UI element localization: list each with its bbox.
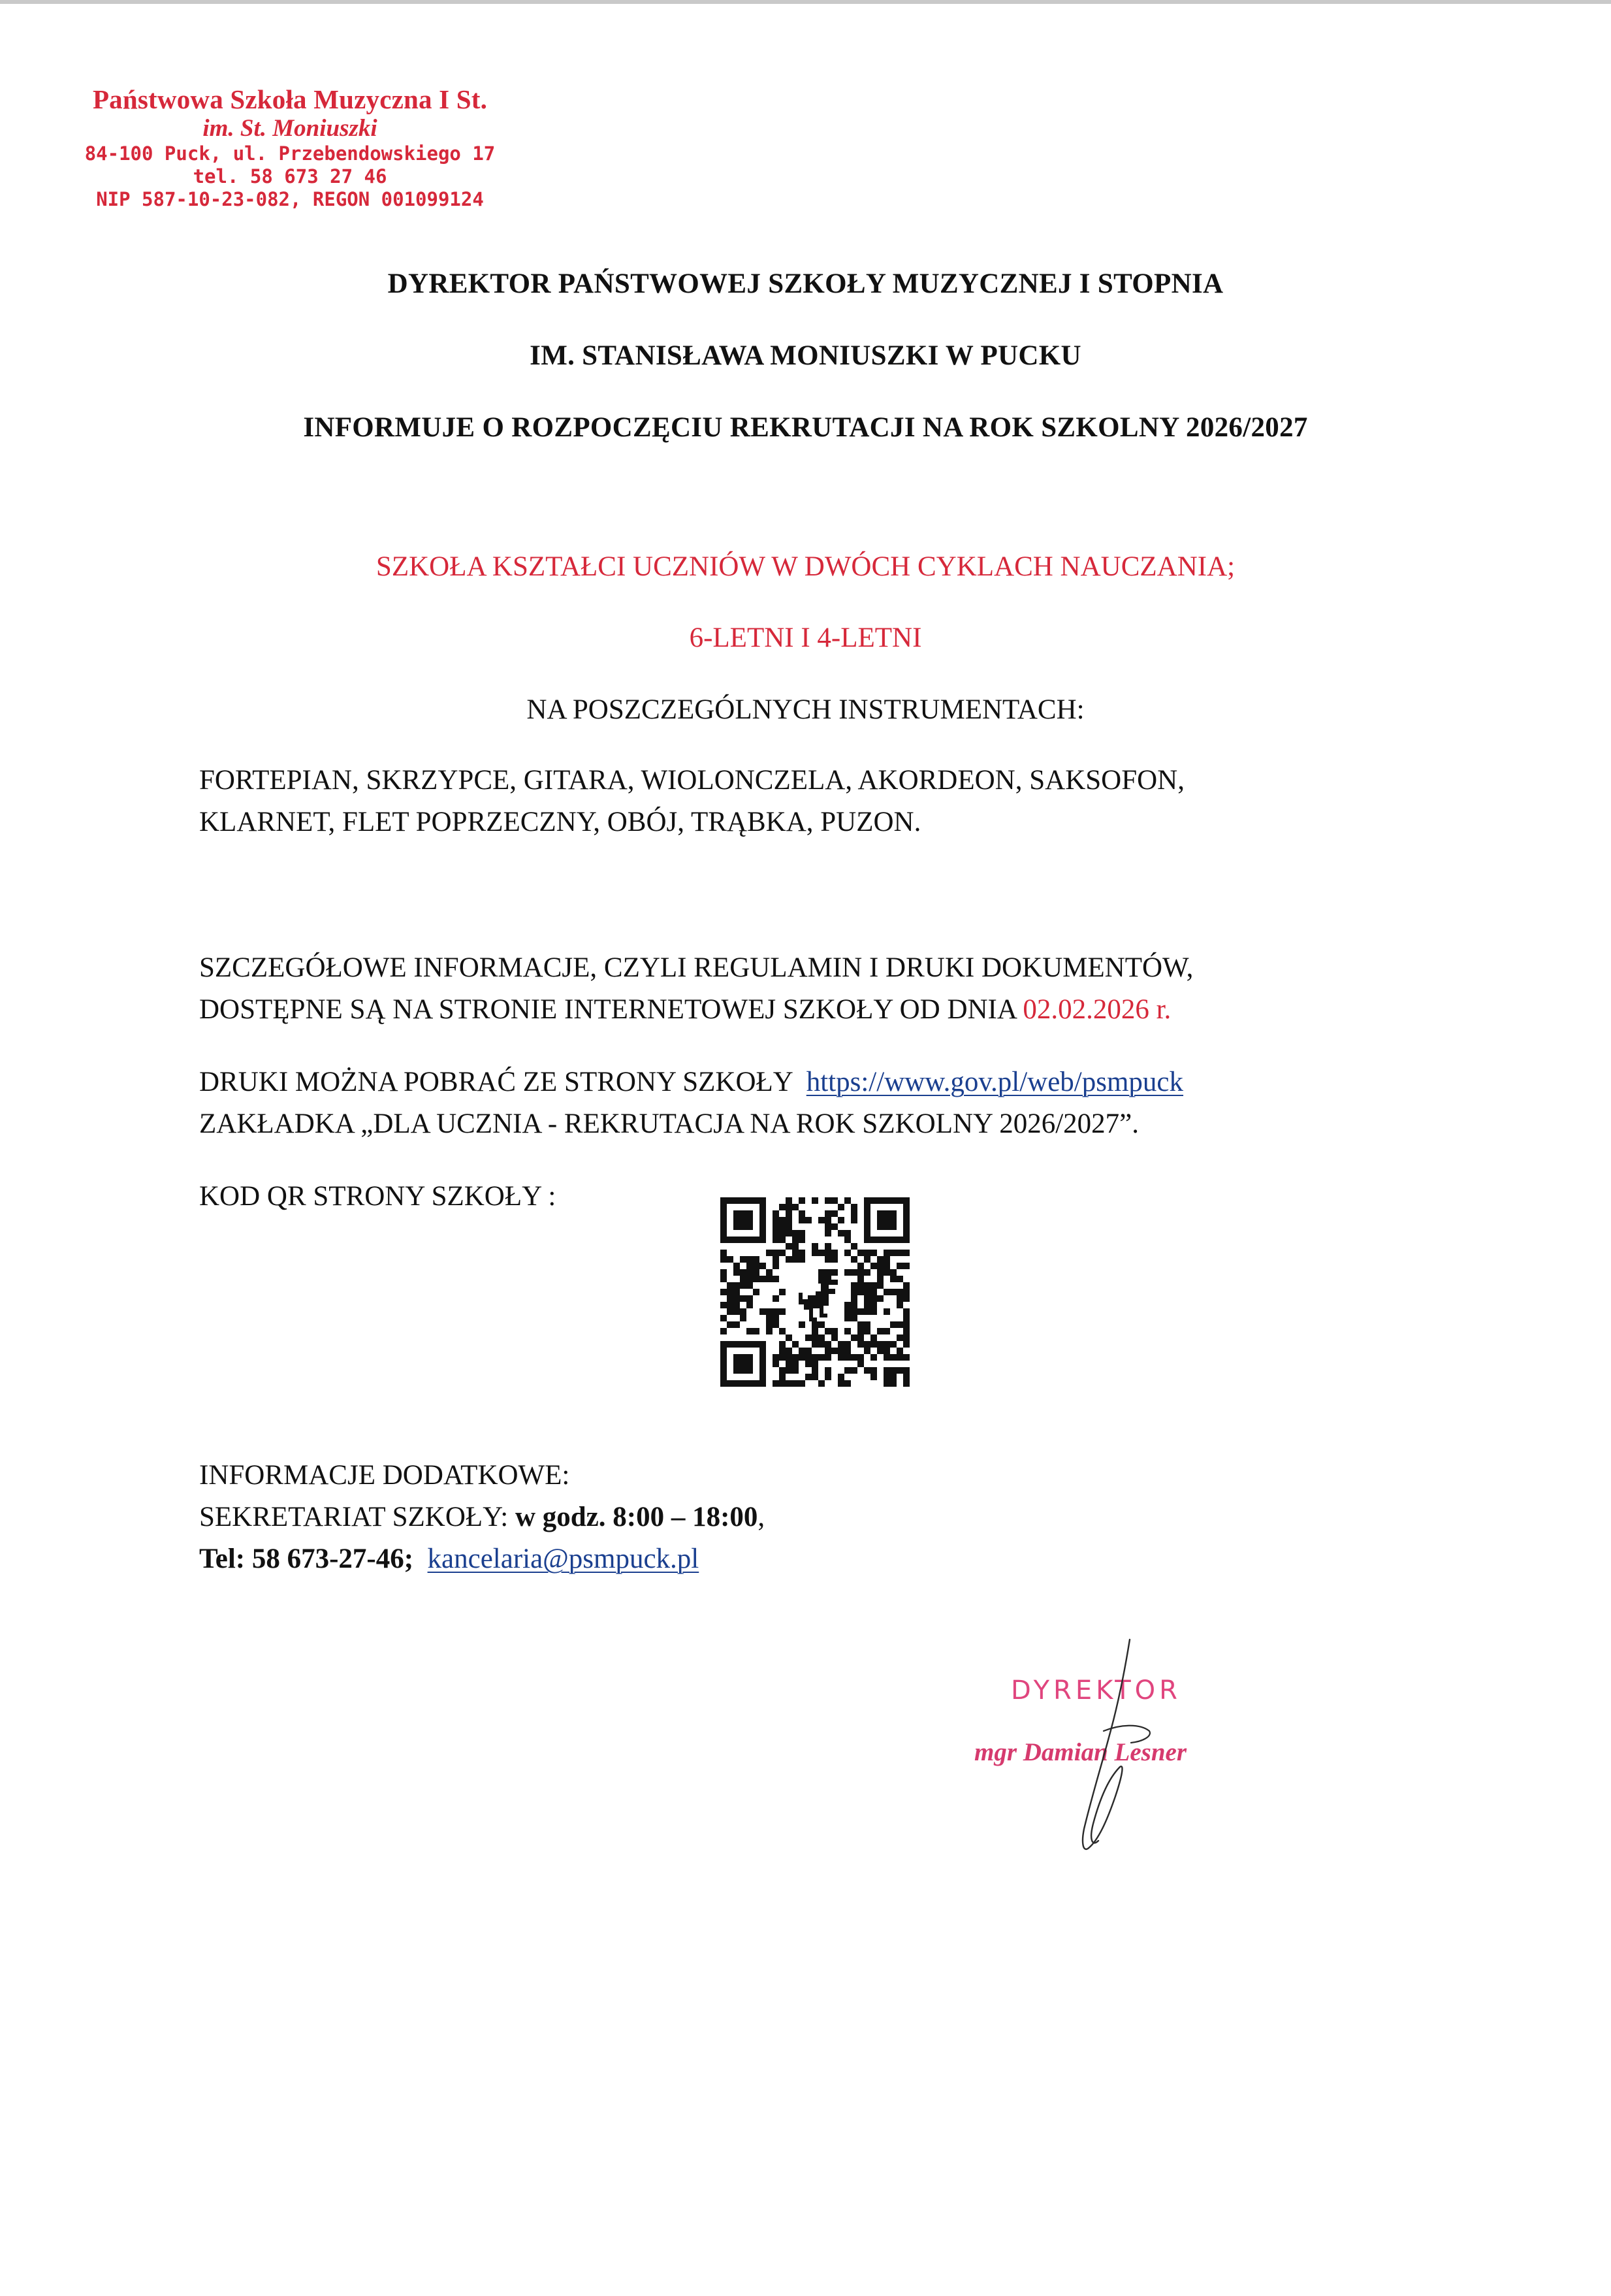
recruitment-date: 02.02.2026 r. <box>1023 994 1172 1025</box>
school-website-link[interactable]: https://www.gov.pl/web/psmpuck <box>806 1067 1184 1097</box>
contact-phone: Tel: 58 673-27-46; <box>199 1544 414 1574</box>
instruments-intro: NA POSZCZEGÓLNYCH INSTRUMENTACH: <box>526 694 1085 725</box>
downloads-tab-line: ZAKŁADKA „DLA UCZNIA - REKRUTACJA NA ROK SZKOLNY 2026/2027”. <box>199 1108 1140 1139</box>
details-line-1: SZCZEGÓŁOWE INFORMACJE, CZYLI REGULAMIN I DRUKI DOKUMENTÓW, <box>199 952 1194 983</box>
school-address: 84-100 Puck, ul. Przebendowskiego 17 <box>84 142 496 165</box>
school-phone: tel. 58 673 27 46 <box>193 165 387 187</box>
school-ids: NIP 587-10-23-082, REGON 001099124 <box>96 188 484 210</box>
qr-code[interactable] <box>720 1197 910 1387</box>
details-line-2-text: DOSTĘPNE SĄ NA STRONIE INTERNETOWEJ SZKOŁY OD DNIA <box>199 994 1023 1025</box>
heading-line-2: IM. STANISŁAWA MONIUSZKI W PUCKU <box>530 340 1081 371</box>
instruments-line-1: FORTEPIAN, SKRZYPCE, GITARA, WIOLONCZELA, AKORDEON, SAKSOFON, <box>199 765 1185 796</box>
instruments-line-2: KLARNET, FLET POPRZECZNY, OBÓJ, TRĄBKA, PUZON. <box>199 807 921 837</box>
qr-label: KOD QR STRONY SZKOŁY : <box>199 1181 556 1212</box>
cycles-line-1: SZKOŁA KSZTAŁCI UCZNIÓW W DWÓCH CYKLACH NAUCZANIA; <box>375 551 1236 582</box>
director-stamp-name: mgr Damian Lesner <box>974 1738 1187 1766</box>
school-patron: im. St. Moniuszki <box>202 115 377 142</box>
secretariat-line <box>199 1496 1505 1538</box>
downloads-paragraph <box>199 1061 1505 1145</box>
letterhead-stamp <box>68 84 512 211</box>
additional-info <box>199 1455 1505 1580</box>
secretariat-hours-suffix: , <box>758 1502 765 1532</box>
instruments-list <box>199 760 1505 843</box>
dinosaur-icon <box>786 1263 844 1321</box>
director-stamp-title: DYREKTOR <box>1011 1675 1181 1706</box>
director-signature <box>953 1633 1319 1868</box>
scan-edge <box>0 0 1611 4</box>
heading-line-1: DYREKTOR PAŃSTWOWEJ SZKOŁY MUZYCZNEJ I STOPNIA <box>387 268 1224 299</box>
contact-email-link[interactable]: kancelaria@psmpuck.pl <box>427 1544 699 1574</box>
downloads-line-1 <box>199 1061 1505 1103</box>
cycles-line-2: 6-LETNI I 4-LETNI <box>689 623 922 653</box>
contact-line <box>199 1538 1505 1580</box>
school-name: Państwowa Szkoła Muzyczna I St. <box>92 84 488 114</box>
heading-line-3: INFORMUJE O ROZPOCZĘCIU REKRUTACJI NA ROK SZKOLNY 2026/2027 <box>303 412 1308 443</box>
downloads-prefix: DRUKI MOŻNA POBRAĆ ZE STRONY SZKOŁY <box>199 1067 806 1097</box>
signature-scrawl <box>953 1633 1319 1868</box>
secretariat-hours: w godz. 8:00 – 18:00 <box>515 1502 758 1532</box>
secretariat-label: SEKRETARIAT SZKOŁY: <box>199 1502 515 1532</box>
details-line-2 <box>199 989 1505 1031</box>
additional-info-title: INFORMACJE DODATKOWE: <box>199 1460 570 1491</box>
details-paragraph <box>199 947 1505 1031</box>
